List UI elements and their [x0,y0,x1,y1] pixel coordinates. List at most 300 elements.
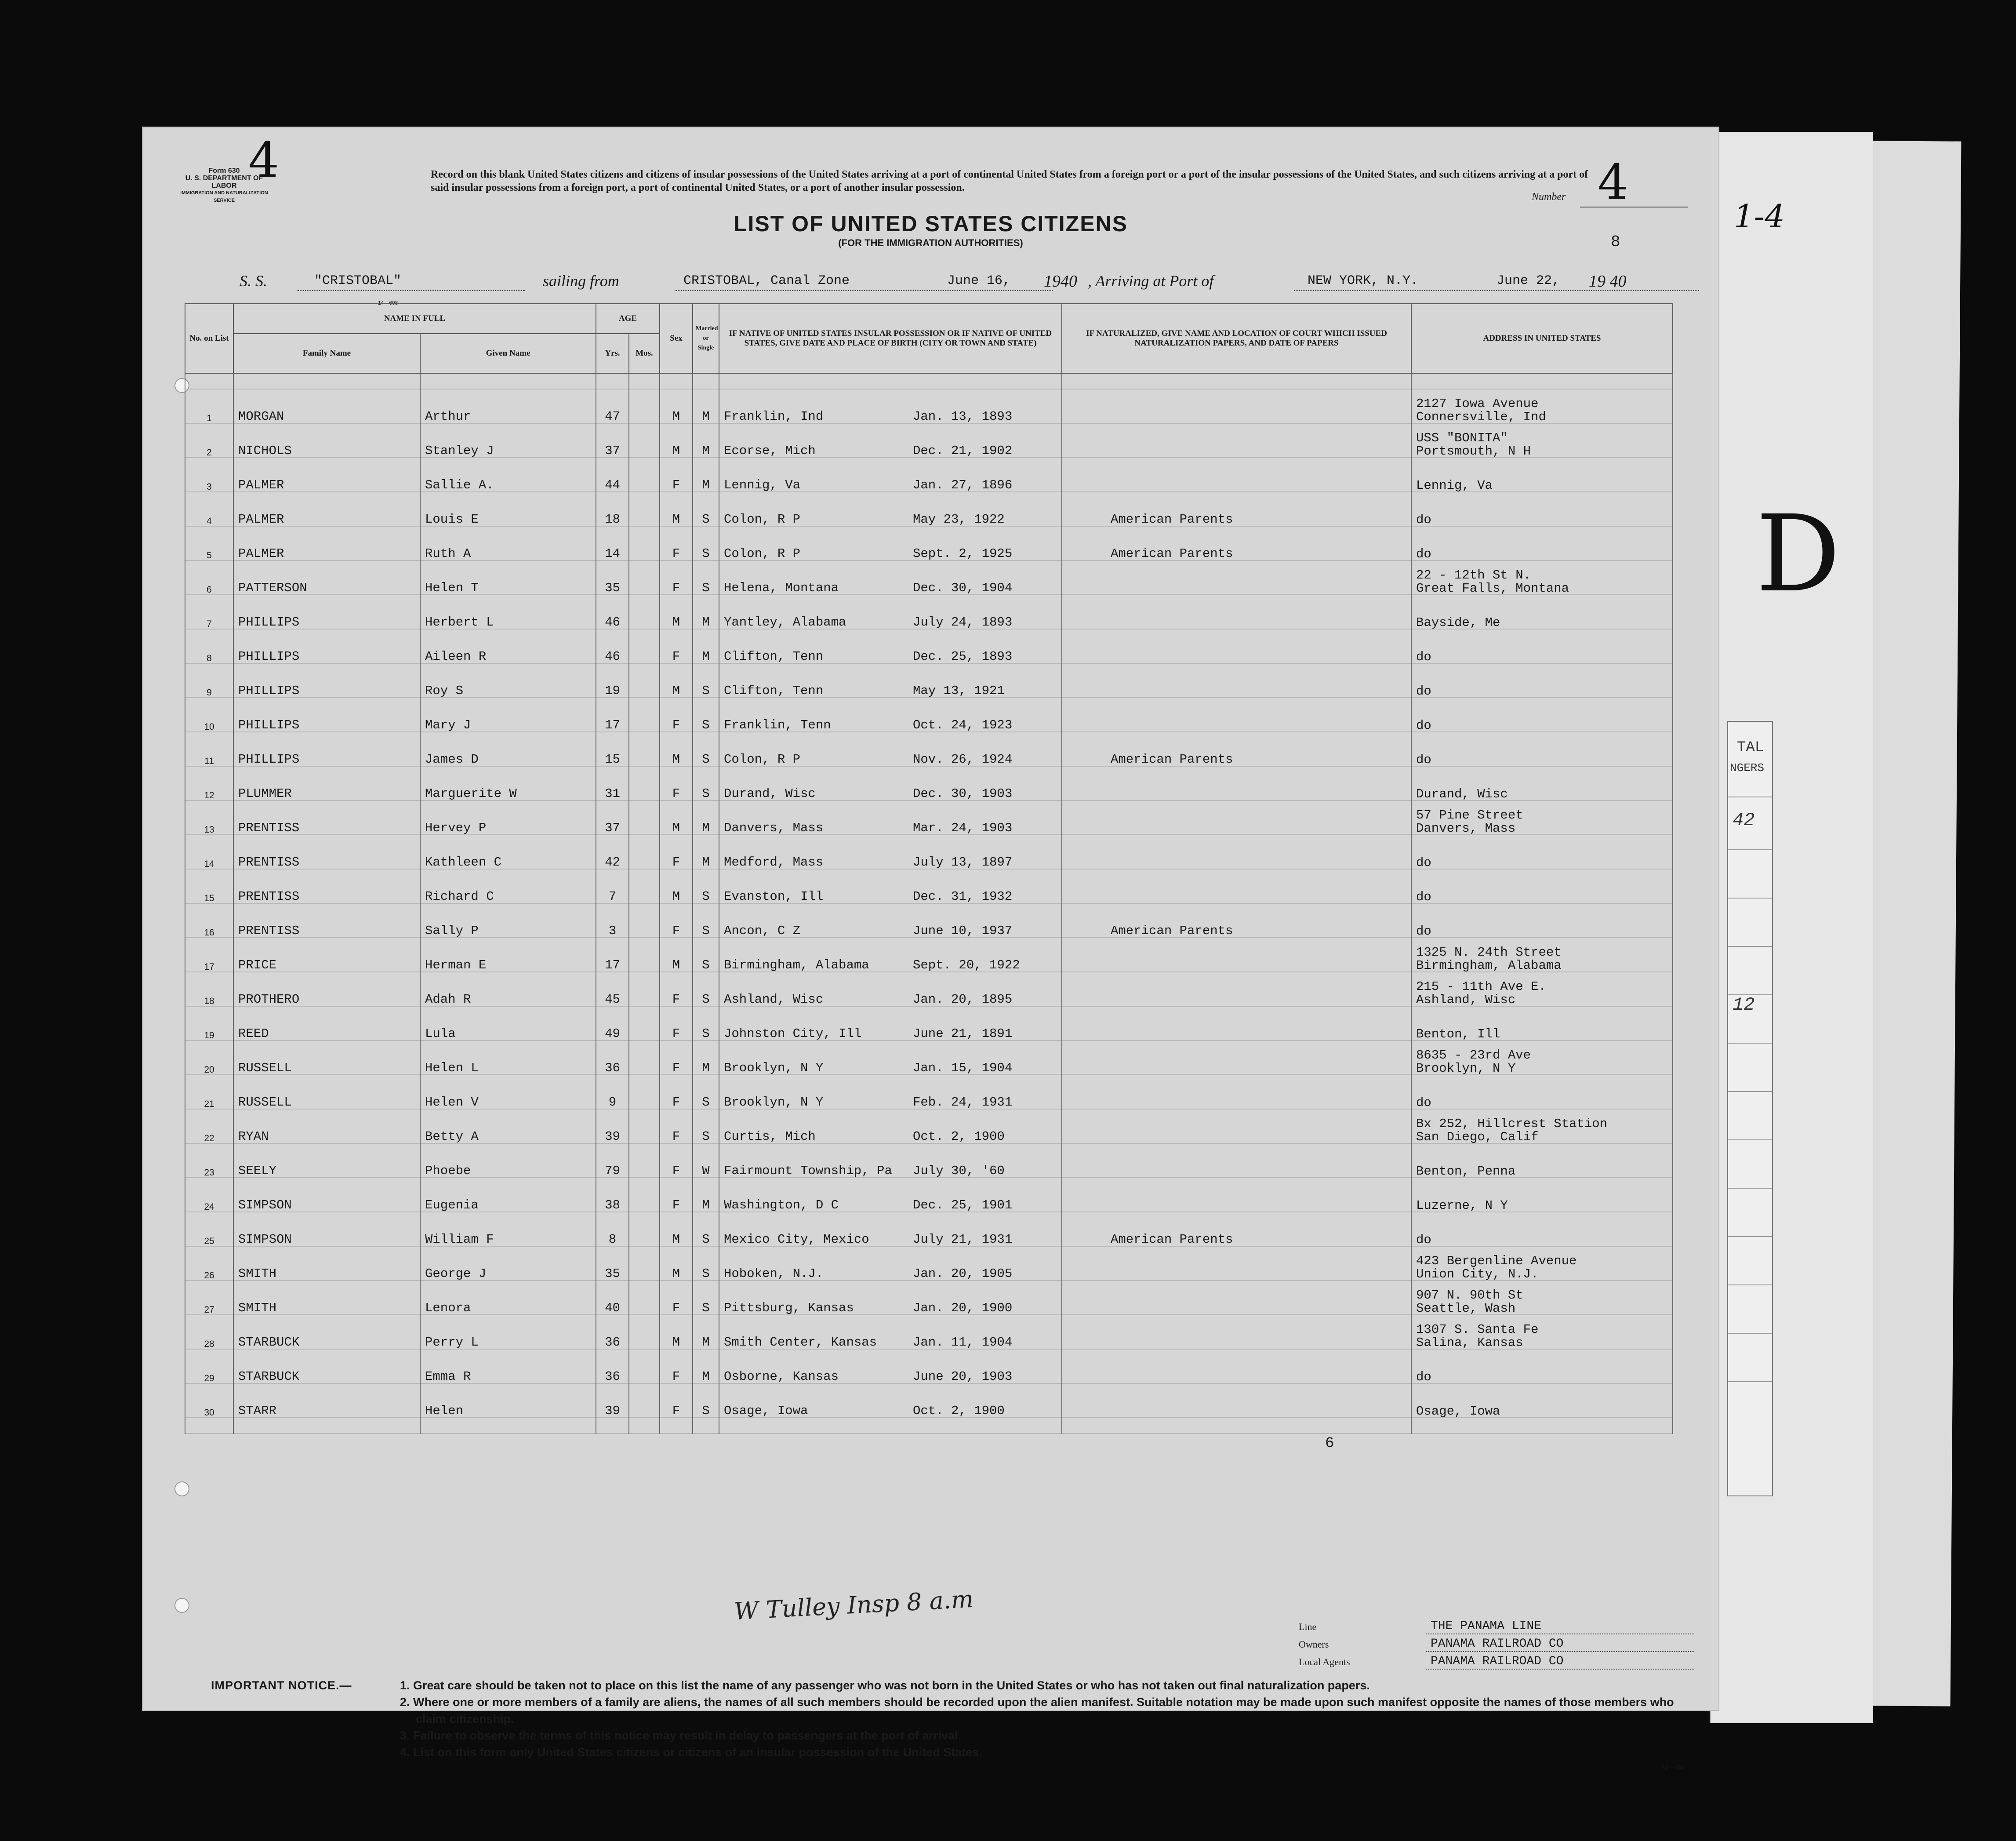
form-title: LIST OF UNITED STATES CITIZENS [733,211,1128,236]
birth-date: Dec. 31, 1932 [913,889,1013,904]
marital-status: M [693,595,719,629]
given-name: Roy S [420,664,596,698]
row-number: 29 [185,1350,233,1384]
marital-status: W [693,1144,719,1178]
address-line-2: Birmingham, Alabama [1416,958,1562,972]
naturalization [1062,1110,1411,1144]
row-number: 8 [185,629,233,664]
marital-status: S [693,1247,719,1281]
line-label: Line [1299,1621,1317,1632]
address [1411,629,1673,664]
passenger-row [185,972,1673,1007]
family-name: PATTERSON [233,561,420,595]
family-name: PRENTISS [233,835,420,870]
sex: F [660,458,693,492]
birth-place: Danvers, Mass [724,821,824,835]
naturalization: American Parents [1062,904,1411,938]
age-years: 47 [596,389,629,424]
row-number: 30 [185,1384,233,1418]
sail-year: 1940 [1044,272,1077,291]
marital-status: S [693,1384,719,1418]
marital-status: M [693,1315,719,1350]
sex: M [660,938,693,972]
birth-date: Sept. 2, 1925 [913,546,1013,561]
address [1411,1041,1673,1075]
naturalization [1062,595,1411,629]
row-number: 26 [185,1247,233,1281]
passenger-row [185,1075,1673,1110]
naturalization [1062,1350,1411,1384]
address-line-1: do [1416,890,1431,904]
age-months [629,698,660,732]
birth-info [719,1144,1062,1178]
address [1411,767,1673,801]
sex: F [660,698,693,732]
marital-status: S [693,698,719,732]
naturalization [1062,972,1411,1007]
given-name: James D [420,732,596,767]
address-line-2: Salina, Kansas [1416,1335,1523,1350]
age-years: 36 [596,1041,629,1075]
marital-status: S [693,1281,719,1315]
sex: F [660,1041,693,1075]
naturalization [1062,1178,1411,1212]
col-family: Family Name [233,334,420,373]
birth-info [719,527,1062,561]
sex: M [660,1247,693,1281]
address-line-1: 22 - 12th St N. [1416,568,1531,582]
notice-item: 4. List on this form only United States citizens or citizens of an insular possession of the United States. [400,1746,982,1759]
address-line-1: do [1416,1095,1431,1110]
given-name: Richard C [420,870,596,904]
birth-date: May 13, 1921 [913,684,1005,698]
marital-status: M [693,389,719,424]
birth-date: Mar. 24, 1903 [913,821,1013,835]
side-card-text: TAL [1737,739,1764,756]
birth-place: Lennig, Va [724,478,801,492]
address-line-1: Bayside, Me [1416,615,1500,629]
age-years: 49 [596,1007,629,1041]
from-port: CRISTOBAL, Canal Zone [683,273,850,288]
naturalization [1062,458,1411,492]
birth-info [719,1178,1062,1212]
birth-place: Franklin, Ind [724,409,824,424]
address [1411,561,1673,595]
family-name: SMITH [233,1247,420,1281]
address [1411,1281,1673,1315]
address [1411,698,1673,732]
birth-info [719,835,1062,870]
birth-date: Jan. 20, 1905 [913,1266,1013,1281]
sex: M [660,732,693,767]
age-months [629,1384,660,1418]
naturalization [1062,561,1411,595]
age-months [629,561,660,595]
agents-value: PANAMA RAILROAD CO [1431,1655,1564,1668]
marital-status: M [693,1350,719,1384]
marital-status: M [693,424,719,458]
age-years: 31 [596,767,629,801]
age-months [629,801,660,835]
family-name: SIMPSON [233,1178,420,1212]
family-name: PHILLIPS [233,595,420,629]
family-name: SIMPSON [233,1212,420,1247]
address-line-1: do [1416,1370,1431,1384]
col-married: Married or Single [693,304,719,373]
age-months [629,938,660,972]
naturalization [1062,1007,1411,1041]
age-months [629,1144,660,1178]
naturalization: American Parents [1062,732,1411,767]
naturalization: American Parents [1062,527,1411,561]
age-years: 42 [596,835,629,870]
birth-place: Colon, R P [724,546,801,561]
given-name: Ruth A [420,527,596,561]
address-line-1: Benton, Penna [1416,1164,1516,1178]
row-number: 4 [185,492,233,527]
form-identifier: Form 630 U. S. DEPARTMENT OF LABOR IMMIGRATION AND NATURALIZATION SERVICE [180,167,268,203]
birth-date: June 10, 1937 [913,924,1013,938]
birth-date: July 30, '60 [913,1164,1005,1178]
sex: M [660,664,693,698]
age-months [629,424,660,458]
sex: F [660,1178,693,1212]
birth-info [719,1075,1062,1110]
age-months [629,389,660,424]
sex: M [660,801,693,835]
passenger-row [185,1041,1673,1075]
address-line-1: 57 Pine Street [1416,808,1523,822]
address [1411,1384,1673,1418]
birth-date: Jan. 13, 1893 [913,409,1013,424]
birth-place: Johnston City, Ill [724,1026,862,1041]
family-name: PHILLIPS [233,732,420,767]
address-line-2: San Diego, Calif [1416,1130,1539,1144]
sex: F [660,972,693,1007]
address-line-2: Brooklyn, N Y [1416,1061,1516,1075]
inspector-signature: W Tulley Insp 8 a.m [733,1585,974,1626]
birth-place: Colon, R P [724,512,801,527]
age-years: 35 [596,561,629,595]
address [1411,1144,1673,1178]
address-line-1: Durand, Wisc [1416,787,1508,801]
birth-date: Oct. 2, 1900 [913,1404,1005,1418]
naturalization [1062,1247,1411,1281]
age-months [629,458,660,492]
family-name: NICHOLS [233,424,420,458]
age-months [629,972,660,1007]
birth-date: July 21, 1931 [913,1232,1013,1247]
naturalization [1062,1144,1411,1178]
address [1411,424,1673,458]
age-years: 17 [596,698,629,732]
sex: F [660,835,693,870]
sailing-label: sailing from [543,272,619,290]
owners-value: PANAMA RAILROAD CO [1431,1637,1564,1651]
passenger-row [185,1281,1673,1315]
address-line-1: Benton, Ill [1416,1027,1500,1041]
arrival-date: June 22, [1497,273,1560,288]
address-line-1: do [1416,924,1431,938]
age-months [629,835,660,870]
sail-date: June 16, [947,273,1011,288]
address [1411,458,1673,492]
col-age: AGE [596,304,660,334]
address-line-1: do [1416,1233,1431,1247]
age-months [629,1281,660,1315]
arrival-port: NEW YORK, N.Y. [1308,273,1419,288]
birth-place: Helena, Montana [724,581,839,595]
row-number: 25 [185,1212,233,1247]
address-line-1: 423 Bergenline Avenue [1416,1254,1577,1268]
birth-place: Ancon, C Z [724,924,801,938]
punch-hole [174,1598,189,1613]
address-line-2: Ashland, Wisc [1416,993,1516,1007]
marital-status: S [693,527,719,561]
birth-info [719,1384,1062,1418]
age-months [629,527,660,561]
given-name: Lenora [420,1281,596,1315]
row-number: 7 [185,595,233,629]
birth-info [719,1315,1062,1350]
naturalization: American Parents [1062,492,1411,527]
age-years: 45 [596,972,629,1007]
arrival-year: 19 40 [1589,272,1627,291]
passenger-row [185,664,1673,698]
birth-date: June 21, 1891 [913,1026,1013,1041]
stray-mark: 6 [1325,1435,1334,1452]
passenger-row [185,424,1673,458]
age-months [629,904,660,938]
address-line-1: 1325 N. 24th Street [1416,945,1562,960]
age-months [629,1110,660,1144]
sex: F [660,1144,693,1178]
family-name: STARBUCK [233,1315,420,1350]
age-months [629,629,660,664]
row-number: 11 [185,732,233,767]
sex: M [660,1212,693,1247]
manifest-page [143,127,1718,1771]
birth-date: June 20, 1903 [913,1369,1013,1384]
birth-place: Brooklyn, N Y [724,1061,824,1075]
row-number: 18 [185,972,233,1007]
given-name: Adah R [420,972,596,1007]
marital-status: S [693,870,719,904]
address-line-1: do [1416,718,1431,732]
birth-date: Nov. 26, 1924 [913,752,1013,767]
address [1411,1247,1673,1281]
marital-status: S [693,1075,719,1110]
birth-date: Feb. 24, 1931 [913,1095,1013,1110]
birth-info [719,1212,1062,1247]
marital-status: M [693,835,719,870]
address [1411,1350,1673,1384]
side-big-letter: D [1756,492,1841,615]
address-line-1: 1307 S. Santa Fe [1416,1322,1539,1337]
birth-date: Dec. 25, 1893 [913,649,1013,664]
given-name: Sallie A. [420,458,596,492]
line-info [1299,1618,1694,1670]
col-address: ADDRESS IN UNITED STATES [1411,304,1673,373]
marital-status: S [693,561,719,595]
sex: F [660,561,693,595]
marital-status: S [693,664,719,698]
passenger-row [185,1350,1673,1384]
birth-place: Clifton, Tenn [724,649,824,664]
sex: M [660,595,693,629]
sex: F [660,1350,693,1384]
age-years: 8 [596,1212,629,1247]
age-years: 37 [596,424,629,458]
birth-date: Oct. 24, 1923 [913,718,1013,732]
birth-date: Oct. 2, 1900 [913,1129,1005,1144]
family-name: REED [233,1007,420,1041]
row-number: 20 [185,1041,233,1075]
birth-place: Colon, R P [724,752,801,767]
age-months [629,1075,660,1110]
address-line-1: USS "BONITA" [1416,431,1508,445]
voyage-line [240,268,1703,295]
address-line-1: 2127 Iowa Avenue [1416,397,1539,411]
marital-status: S [693,1007,719,1041]
marital-status: S [693,492,719,527]
arriving-label: , Arriving at Port of [1088,272,1214,290]
print-code: 14—608 [1661,1764,1685,1771]
marital-status: M [693,1178,719,1212]
line-value: THE PANAMA LINE [1431,1619,1542,1633]
family-name: PHILLIPS [233,664,420,698]
given-name: Perry L [420,1315,596,1350]
row-number: 13 [185,801,233,835]
address [1411,835,1673,870]
address-line-1: do [1416,684,1431,698]
address-line-1: Osage, Iowa [1416,1404,1500,1418]
birth-info [719,1007,1062,1041]
address [1411,1178,1673,1212]
address [1411,972,1673,1007]
side-card-number: 42 [1733,810,1755,831]
birth-info [719,767,1062,801]
address-line-2: Portsmouth, N H [1416,444,1531,458]
address [1411,527,1673,561]
family-name: PALMER [233,527,420,561]
naturalization [1062,938,1411,972]
age-years: 18 [596,492,629,527]
given-name: Mary J [420,698,596,732]
birth-date: Dec. 21, 1902 [913,444,1013,458]
row-number: 19 [185,1007,233,1041]
sex: F [660,1110,693,1144]
birth-info [719,458,1062,492]
passenger-row [185,629,1673,664]
passenger-row [185,458,1673,492]
address [1411,389,1673,424]
birth-place: Yantley, Alabama [724,615,846,629]
birth-place: Medford, Mass [724,855,824,870]
col-yrs: Yrs. [596,334,629,373]
birth-info [719,904,1062,938]
family-name: RUSSELL [233,1075,420,1110]
page-number: 8 [1611,233,1620,251]
birth-info [719,1110,1062,1144]
naturalization: American Parents [1062,1212,1411,1247]
passenger-row [185,1110,1673,1144]
family-name: RYAN [233,1110,420,1144]
given-name: Kathleen C [420,835,596,870]
family-name: PRENTISS [233,870,420,904]
given-name: William F [420,1212,596,1247]
family-name: STARR [233,1384,420,1418]
sex: F [660,527,693,561]
family-name: PLUMMER [233,767,420,801]
address-line-2: Union City, N.J. [1416,1267,1539,1281]
naturalization [1062,870,1411,904]
given-name: Helen V [420,1075,596,1110]
birth-info [719,801,1062,835]
given-name: Aileen R [420,629,596,664]
given-name: Stanley J [420,424,596,458]
birth-info [719,972,1062,1007]
side-card-text: NGERS [1730,761,1765,775]
passenger-row [185,561,1673,595]
passenger-row [185,1384,1673,1418]
age-years: 14 [596,527,629,561]
given-name: Louis E [420,492,596,527]
age-months [629,1041,660,1075]
birth-date: Sept. 20, 1922 [913,958,1020,972]
address [1411,1075,1673,1110]
naturalization [1062,801,1411,835]
col-naturalized: IF NATURALIZED, GIVE NAME AND LOCATION OF COURT WHICH ISSUED NATURALIZATION PAPERS, AND DATE OF PAPERS [1062,304,1411,373]
marital-status: M [693,1041,719,1075]
col-name: NAME IN FULL [233,304,596,334]
birth-date: Dec. 30, 1904 [913,581,1013,595]
row-number: 16 [185,904,233,938]
age-months [629,1178,660,1212]
birth-info [719,1041,1062,1075]
given-name: Sally P [420,904,596,938]
naturalization [1062,424,1411,458]
given-name: Lula [420,1007,596,1041]
marital-status: S [693,972,719,1007]
sex: M [660,389,693,424]
birth-place: Brooklyn, N Y [724,1095,824,1110]
punch-hole [174,1481,189,1496]
birth-info [719,732,1062,767]
age-years: 17 [596,938,629,972]
address-line-1: Bx 252, Hillcrest Station [1416,1117,1608,1131]
row-number: 27 [185,1281,233,1315]
given-name: Phoebe [420,1144,596,1178]
passenger-row [185,1247,1673,1281]
birth-place: Smith Center, Kansas [724,1335,877,1350]
passenger-row [185,938,1673,972]
naturalization [1062,767,1411,801]
address-line-1: do [1416,513,1431,527]
birth-info [719,1281,1062,1315]
sex: F [660,767,693,801]
passenger-row [185,732,1673,767]
given-name: Betty A [420,1110,596,1144]
row-number: 24 [185,1178,233,1212]
age-years: 38 [596,1178,629,1212]
row-number: 3 [185,458,233,492]
birth-place: Washington, D C [724,1198,839,1212]
birth-info [719,389,1062,424]
row-number: 5 [185,527,233,561]
age-months [629,1007,660,1041]
passenger-row [185,1178,1673,1212]
